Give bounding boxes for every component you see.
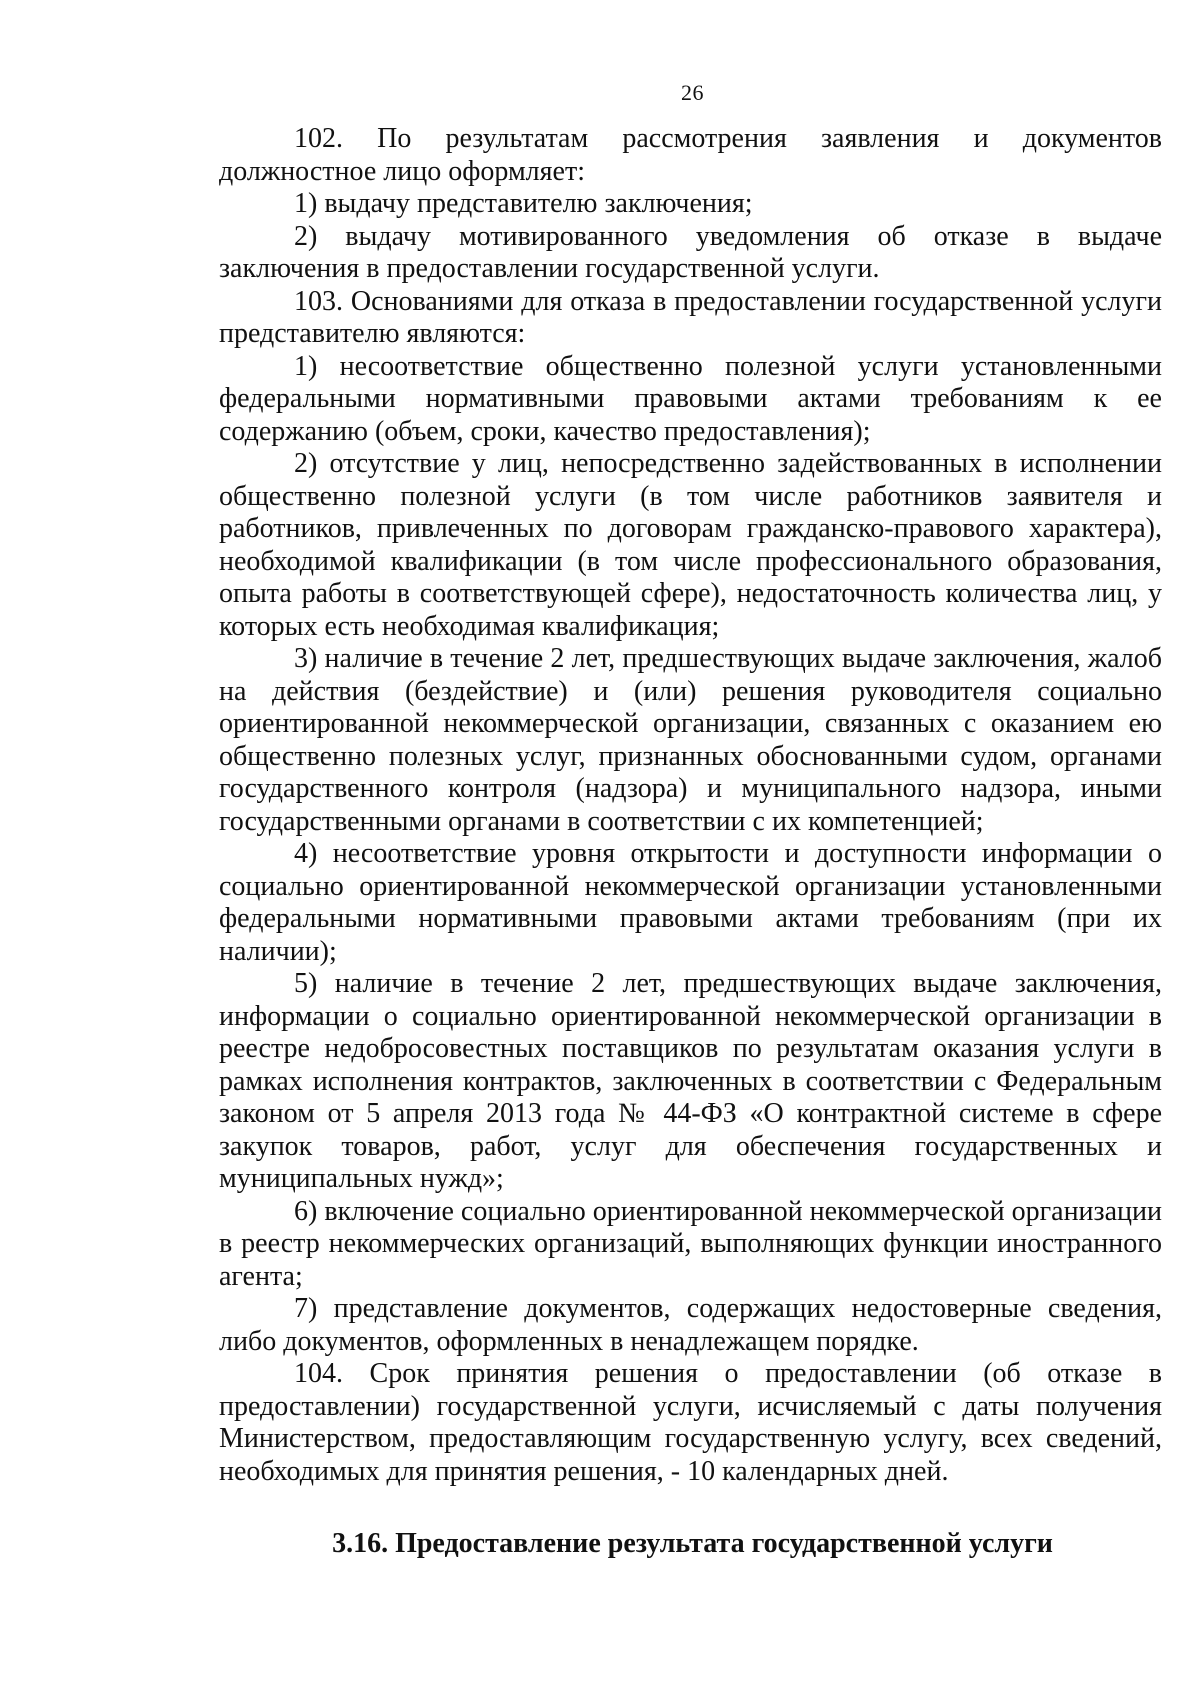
page-number: 26 <box>681 80 704 105</box>
paragraph-104: 104. Срок принятия решения о предоставлении (об отказе в предоставлении) государственной услуги, исчисляемый с даты получения Министерством, предоставляющим государственную услугу, всех сведений, необходимых для принятия решения, - 10 календарных дней. <box>219 1358 1162 1487</box>
list-item-103-6: 6) включение социально ориентированной некоммерческой организации в реестр некоммерческих организаций, выполняющих функции иностранного агента; <box>219 1195 1162 1292</box>
document-body <box>219 123 1162 1488</box>
list-item-103-3: 3) наличие в течение 2 лет, предшествующих выдаче заключения, жалоб на действия (бездействие) и (или) решения руководителя социально ориентированной некоммерческой организации, связанных с оказанием ею общественно полезных услуг, признанных обоснованными судом, органами государственного контроля (надзора) и муниципального надзора, иными государственными органами в соответствии с их компетенцией; <box>219 643 1162 837</box>
section-heading: 3.16. Предоставление результата государственной услуги <box>332 1528 1053 1559</box>
list-item-103-7: 7) представление документов, содержащих недостоверные сведения, либо документов, оформленных в ненадлежащем порядке. <box>219 1293 1162 1357</box>
list-item-102-1: 1) выдачу представителю заключения; <box>294 188 753 219</box>
paragraph-103: 103. Основаниями для отказа в предоставлении государственной услуги представителю являются: <box>219 285 1162 349</box>
list-item-103-2: 2) отсутствие у лиц, непосредственно задействованных в исполнении общественно полезной услуги (в том числе работников заявителя и работников, привлеченных по договорам гражданско-правового характера), необходимой квалификации (в том числе профессионального образования, опыта работы в соответствующей сфере), недостаточность количества лиц, у которых есть необходимая квалификация; <box>219 448 1162 642</box>
list-item-103-1: 1) несоответствие общественно полезной услуги установленными федеральными нормативными правовыми актами требованиям к ее содержанию (объем, сроки, качество предоставления); <box>219 350 1162 447</box>
list-item-103-4: 4) несоответствие уровня открытости и доступности информации о социально ориентированной некоммерческой организации установленными федеральными нормативными правовыми актами требованиям (при их наличии); <box>219 838 1162 967</box>
paragraph-102: 102. По результатам рассмотрения заявления и документов должностное лицо оформляет: <box>219 123 1162 187</box>
list-item-102-2: 2) выдачу мотивированного уведомления об отказе в выдаче заключения в предоставлении государственной услуги. <box>219 220 1162 284</box>
list-item-103-5: 5) наличие в течение 2 лет, предшествующих выдаче заключения, информации о социально ориентированной некоммерческой организации в реестре недобросовестных поставщиков по результатам оказания услуги в рамках исполнения контрактов, заключенных в соответствии с Федеральным законом от 5 апреля 2013 года № 44-ФЗ «О контрактной системе в сфере закупок товаров, работ, услуг для обеспечения государственных и муниципальных нужд»; <box>219 968 1162 1194</box>
